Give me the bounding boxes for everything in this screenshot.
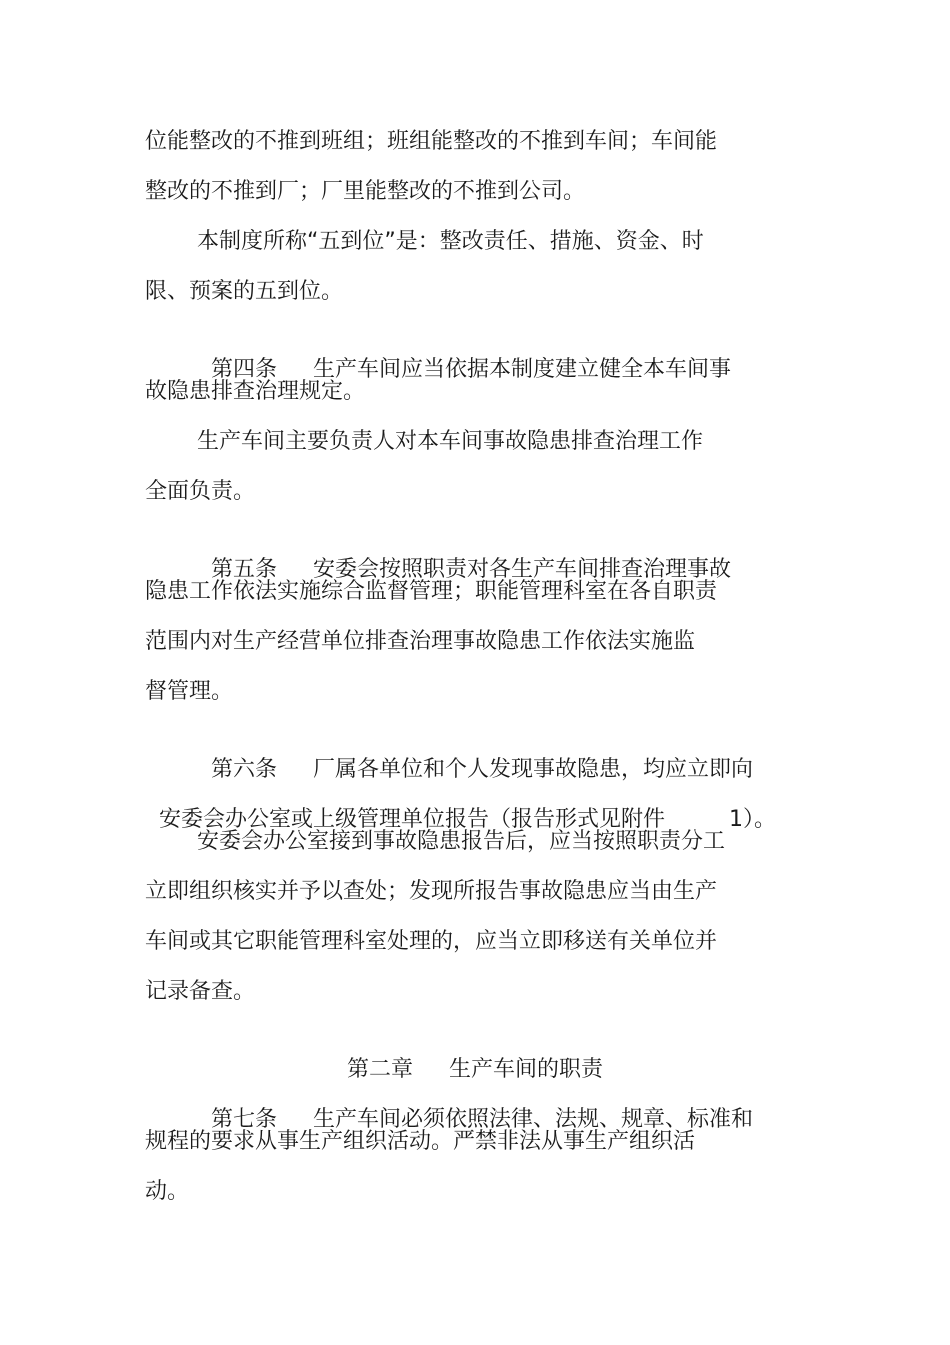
paragraph-line: 范围内对生产经营单位排查治理事故隐患工作依法实施监 — [145, 629, 696, 654]
paragraph-line: 限、预案的五到位。 — [145, 279, 344, 304]
article-text: 生产车间应当依据本制度建立健全本车间事 — [313, 357, 732, 382]
paragraph-line: 车间或其它职能管理科室处理的，应当立即移送有关单位并 — [145, 929, 718, 954]
paragraph-line: 故隐患排查治理规定。 — [145, 379, 366, 404]
chapter-heading — [333, 1028, 603, 1084]
paragraph-line: 生产车间主要负责人对本车间事故隐患排查治理工作 — [197, 429, 704, 454]
paragraph-line: 隐患工作依法实施综合监督管理；职能管理科室在各自职责 — [145, 579, 718, 604]
article-number: 第五条 — [211, 557, 278, 582]
chapter-number: 第二章 — [347, 1057, 414, 1082]
article-number: 第七条 — [211, 1107, 278, 1132]
article-line — [197, 528, 731, 584]
paragraph-line: 全面负责。 — [145, 479, 256, 504]
article-line — [197, 328, 731, 384]
paragraph-line: 记录备查。 — [145, 979, 256, 1004]
article-text: 厂属各单位和个人发现事故隐患，均应立即向 — [313, 757, 754, 782]
paragraph-line: 立即组织核实并予以查处；发现所报告事故隐患应当由生产 — [145, 879, 718, 904]
article-text: 安委会按照职责对各生产车间排查治理事故 — [313, 557, 732, 582]
article-text: 生产车间必须依照法律、法规、规章、标准和 — [313, 1107, 754, 1132]
paragraph-line: 督管理。 — [145, 679, 234, 704]
article-number: 第六条 — [211, 757, 278, 782]
paragraph-line: 整改的不推到厂；厂里能整改的不推到公司。 — [145, 179, 586, 204]
chapter-title: 生产车间的职责 — [449, 1057, 604, 1082]
paragraph-line — [145, 778, 776, 834]
article-line — [197, 728, 753, 784]
paragraph-line: 动。 — [145, 1179, 190, 1204]
attachment-reference: 1）。 — [729, 807, 777, 832]
article-number: 第四条 — [211, 357, 278, 382]
paragraph-line: 安委会办公室接到事故隐患报告后，应当按照职责分工 — [197, 829, 726, 854]
article-line — [197, 1078, 753, 1134]
paragraph-line: 本制度所称“五到位”是：整改责任、措施、资金、时 — [197, 229, 704, 254]
paragraph-line: 位能整改的不推到班组；班组能整改的不推到车间；车间能 — [145, 129, 718, 154]
paragraph-text: 安委会办公室或上级管理单位报告（报告形式见附件 — [159, 807, 666, 832]
paragraph-line: 规程的要求从事生产组织活动。严禁非法从事生产组织活 — [145, 1129, 696, 1154]
